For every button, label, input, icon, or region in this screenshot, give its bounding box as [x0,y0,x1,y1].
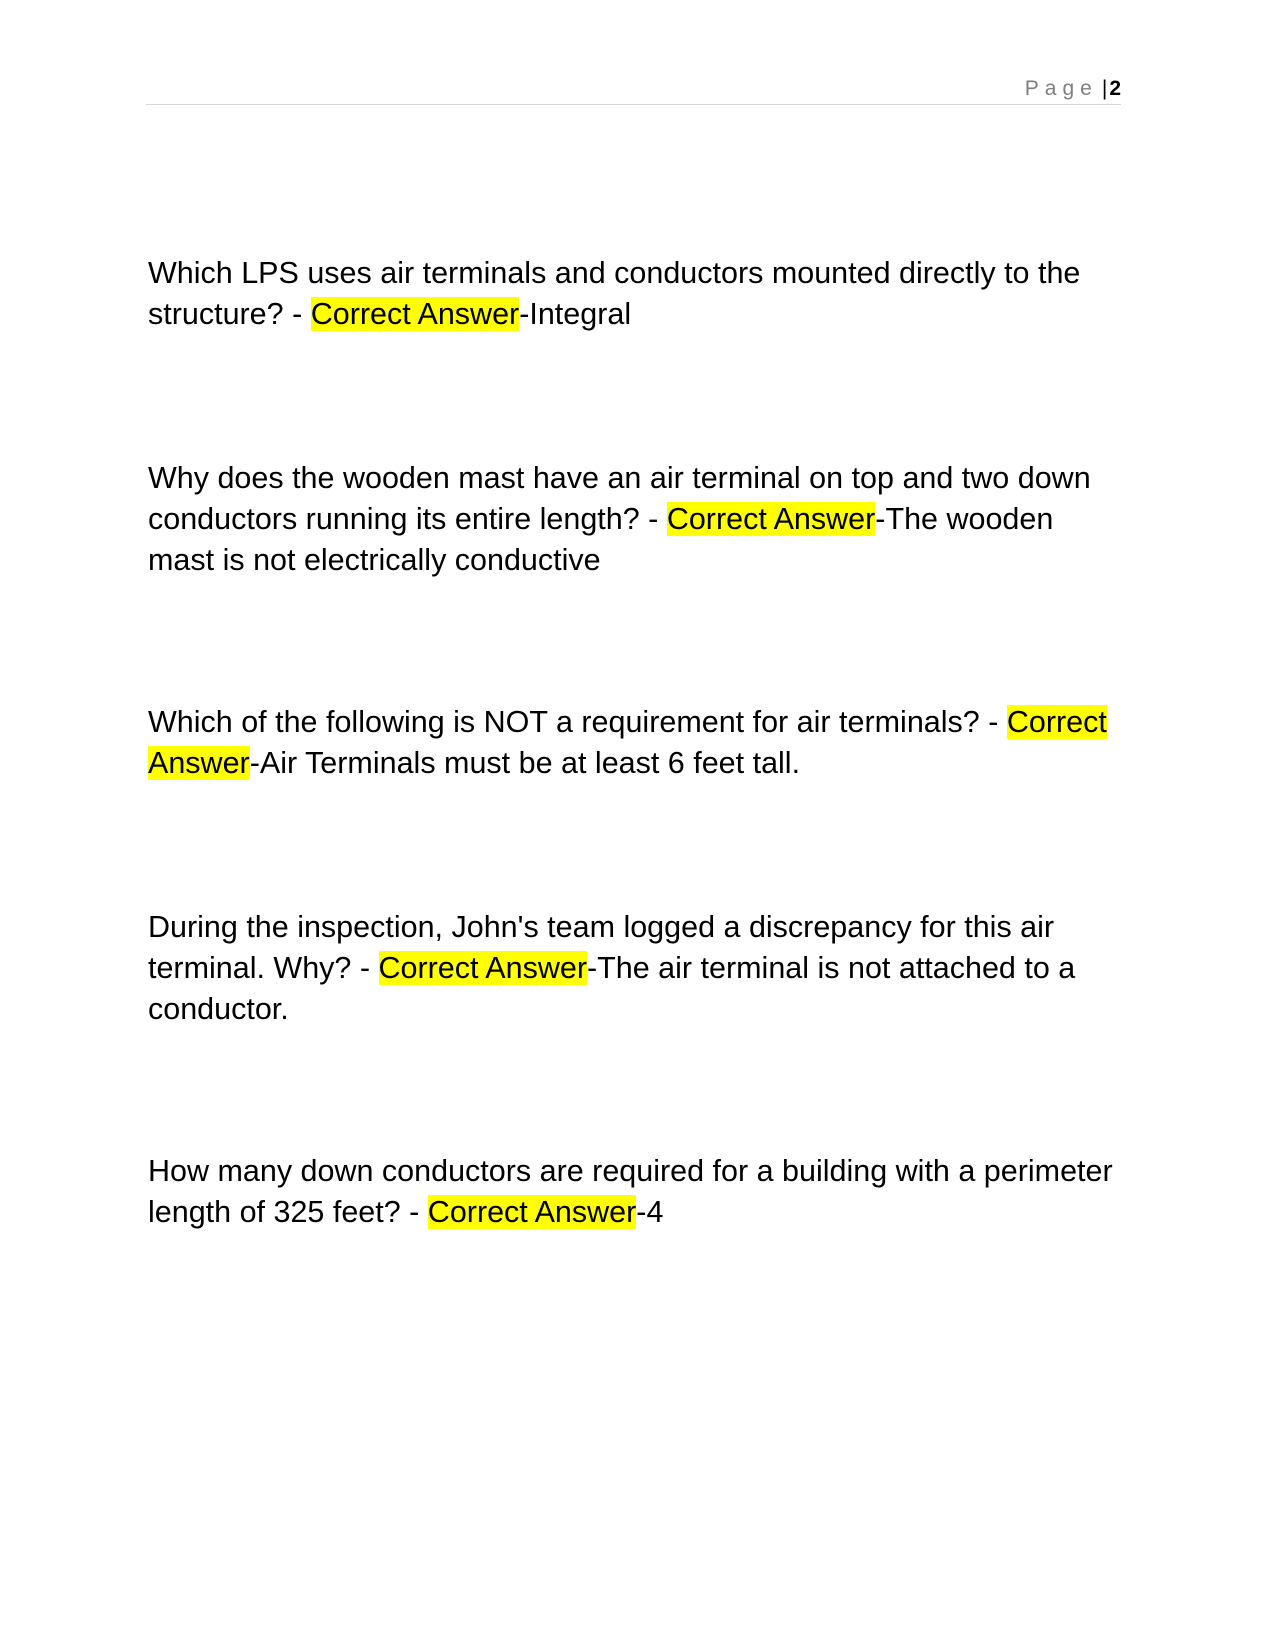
question-text: How many down conductors are required for a building with a perimeter length of 325 feet? - [148,1154,1113,1229]
question-text: During the inspection, John's team logged a discrepancy for this air terminal. Why? - [148,910,1055,985]
qa-item-1 [148,253,1118,335]
page-number: 2 [1109,77,1121,100]
question-text: Which of the following is NOT a requirement for air terminals? - [148,705,1007,739]
answer-text: -Air Terminals must be at least 6 feet tall. [249,746,801,780]
correct-answer-label: Correct Answer [427,1195,637,1229]
qa-item-4 [148,907,1118,1030]
page-label: Page [1024,77,1098,100]
correct-answer-label: Correct Answer [378,951,587,985]
page-separator: | [1101,77,1108,100]
qa-item-3 [148,702,1118,784]
qa-item-2 [148,458,1118,581]
answer-text: -The wooden mast is not electrically conductive [148,502,1054,577]
page-header [146,74,1121,104]
correct-answer-label: Correct Answer [666,502,876,536]
correct-answer-label: Correct Answer [148,705,1107,780]
question-text: Which LPS uses air terminals and conductors mounted directly to the structure? - [148,256,1081,331]
answer-text: -4 [636,1195,664,1229]
correct-answer-label: Correct Answer [310,297,520,331]
header-divider [146,104,1121,105]
question-text: Why does the wooden mast have an air terminal on top and two down conductors running its entire length? - [148,461,1091,536]
answer-text: -Integral [519,297,632,331]
qa-item-5 [148,1151,1118,1233]
answer-text: -The air terminal is not attached to a conductor. [148,951,1076,1026]
